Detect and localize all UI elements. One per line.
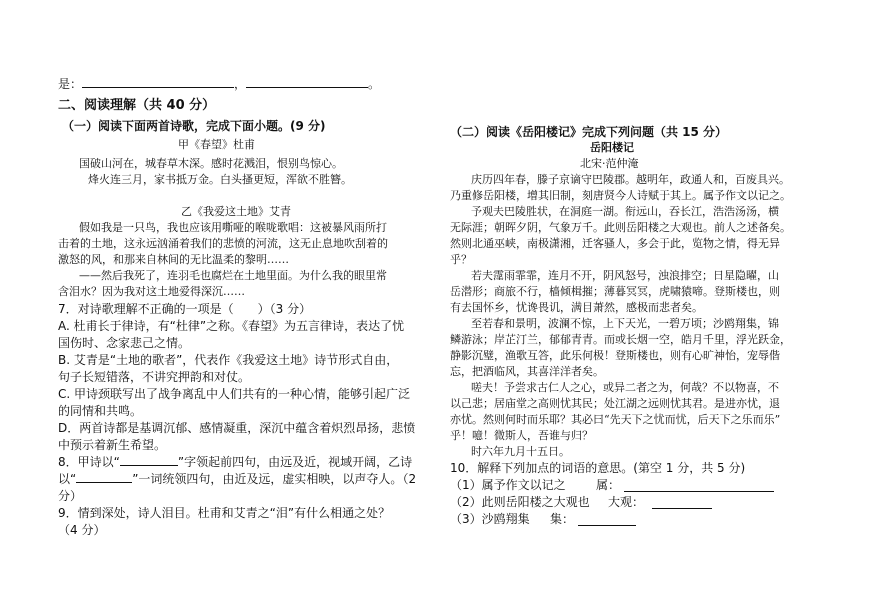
essay-line: 然则北通巫峡，南极潇湘，迁客骚人，多会于此，览物之情，得无异 bbox=[450, 237, 780, 250]
top-period: 。 bbox=[368, 77, 381, 91]
poem2-line: 假如我是一只鸟，我也应该用嘶哑的喉咙歌唱：这被暴风雨所打 bbox=[79, 221, 387, 234]
q10-answer-2[interactable] bbox=[652, 494, 712, 513]
poem1-title: 甲《春望》杜甫 bbox=[178, 138, 255, 151]
q8-line3: 分） bbox=[58, 489, 83, 503]
poem2-line: ——然后我死了，连羽毛也腐烂在土地里面。为什么我的眼里常 bbox=[79, 269, 387, 282]
essay-line: 庆历四年春，滕子京谪守巴陵郡。越明年，政通人和，百废具兴。 bbox=[471, 173, 790, 186]
essay-line: 乃重修岳阳楼，增其旧制，刻唐贤今人诗赋于其上。属予作文以记之。 bbox=[450, 189, 791, 202]
q8-line1 bbox=[58, 454, 412, 471]
q8-text-b: ”字领起前四句，由远及近，视域开阔，乙诗 bbox=[177, 455, 413, 469]
q10-label: 大观： bbox=[608, 495, 645, 509]
poem2-line: 激怒的风，和那来自林间的无比温柔的黎明…… bbox=[58, 253, 289, 266]
essay-line: 亦忧。然则何时而乐耶？其必曰“先天下之忧而忧，后天下之乐而乐” bbox=[450, 413, 781, 426]
q9-line: （4 分） bbox=[58, 523, 106, 537]
q8-text-c: 以“ bbox=[58, 472, 77, 486]
poem1-line: 国破山河在，城春草木深。感时花溅泪，恨别鸟惊心。 bbox=[79, 157, 343, 170]
top-comma: ， bbox=[234, 77, 247, 91]
essay-line: 予观夫巴陵胜状，在洞庭一湖。衔远山，吞长江，浩浩汤汤，横 bbox=[471, 205, 779, 218]
q10-item: （3）沙鸥翔集 bbox=[450, 512, 530, 526]
essay-line: 静影沉璧，渔歌互答，此乐何极！登斯楼也，则有心旷神怡，宠辱偕 bbox=[450, 349, 780, 362]
q10-item: （2）此则岳阳楼之大观也 bbox=[450, 495, 590, 509]
essay-line: 岳潜形；商旅不行，樯倾楫摧；薄暮冥冥，虎啸猿啼。登斯楼也，则 bbox=[450, 285, 780, 298]
top-prefix: 是： bbox=[58, 77, 83, 91]
q8-blank-1[interactable] bbox=[120, 454, 178, 466]
q10-answer-3[interactable] bbox=[578, 511, 636, 530]
essay-line: 乎？ bbox=[450, 253, 472, 266]
essay-line: 有去国怀乡，忧谗畏讥，满目萧然，感极而悲者矣。 bbox=[450, 301, 703, 314]
essay-line: 嗟夫！予尝求古仁人之心，或异二者之为，何哉？不以物喜，不 bbox=[471, 381, 779, 394]
q8-line2 bbox=[58, 471, 416, 488]
essay-line: 忘，把酒临风，其喜洋洋者矣。 bbox=[450, 365, 604, 378]
q7-option-b-cont: 句子长短错落，不讲究押韵和对仗。 bbox=[58, 370, 251, 384]
q7-option-a[interactable]: A. 杜甫长于律诗，有“杜律”之称。《春望》为五言律诗，表达了忧 bbox=[58, 319, 405, 333]
essay-title: 岳阳楼记 bbox=[590, 141, 634, 154]
q10-label: 属： bbox=[596, 478, 621, 492]
q7-stem: 7．对诗歌理解不正确的一项是（ ）（3 分） bbox=[58, 302, 312, 316]
essay-line: 鳞游泳；岸芷汀兰，郁郁青青。而或长烟一空，皓月千里，浮光跃金， bbox=[450, 333, 791, 346]
q9-line: 9．情到深处，诗人泪目。杜甫和艾青之“泪”有什么相通之处？ bbox=[58, 506, 391, 520]
essay-author: 北宋·范仲淹 bbox=[580, 157, 639, 170]
essay-line: 至若春和景明，波澜不惊，上下天光，一碧万顷；沙鸥翔集，锦 bbox=[471, 317, 779, 330]
q8-blank-2[interactable] bbox=[76, 471, 132, 483]
right-heading: （二）阅读《岳阳楼记》完成下列问题（共 15 分） bbox=[450, 125, 728, 139]
essay-line: 时六年九月十五日。 bbox=[471, 445, 570, 458]
q7-option-d[interactable]: D．两首诗都是基调沉郁、感情凝重，深沉中蕴含着炽烈昂扬，悲愤 bbox=[58, 421, 416, 435]
essay-line: 以己悲；居庙堂之高则忧其民；处江湖之远则忧其君。是进亦忧，退 bbox=[450, 397, 780, 410]
section-heading: 二、阅读理解（共 40 分） bbox=[58, 98, 216, 113]
q7-option-d-cont: 中预示着新生希望。 bbox=[58, 438, 167, 452]
essay-line: 无际涯；朝晖夕阴，气象万千。此则岳阳楼之大观也。前人之述备矣。 bbox=[450, 221, 791, 234]
poem2-line: 击着的土地，这永远汹涌着我们的悲愤的河流，这无止息地吹刮着的 bbox=[58, 237, 388, 250]
q10-label: 集： bbox=[550, 512, 575, 526]
answer-blank-1[interactable] bbox=[82, 76, 234, 88]
q7-option-b[interactable]: B. 艾青是“土地的歌者”，代表作《我爱这土地》诗节形式自由， bbox=[58, 353, 399, 367]
q10-stem: 10．解释下列加点的词语的意思。(第空 1 分，共 5 分) bbox=[450, 461, 746, 475]
poem1-line: 烽火连三月，家书抵万金。白头搔更短，浑欲不胜簪。 bbox=[88, 173, 352, 186]
q8-text-a: 8．甲诗以“ bbox=[58, 455, 120, 469]
poem2-title: 乙《我爱这土地》艾青 bbox=[181, 205, 291, 218]
q10-item: （1）属予作文以记之 bbox=[450, 478, 566, 492]
top-answer-line bbox=[58, 76, 380, 93]
essay-line: 若夫霪雨霏霏，连月不开，阴风怒号，浊浪排空；日星隐曜，山 bbox=[471, 269, 779, 282]
q7-option-a-cont: 国伤时、念家悲己之情。 bbox=[58, 336, 191, 350]
q8-text-d: ”一词统领四句，由近及远，虚实相映，以声夺人。（2 bbox=[132, 472, 417, 486]
poem2-line: 含泪水？因为我对这土地爱得深沉…… bbox=[58, 285, 245, 298]
q7-option-c[interactable]: C. 甲诗颈联写出了战争离乱中人们共有的一种心情，能够引起广泛 bbox=[58, 387, 411, 401]
answer-blank-2[interactable] bbox=[246, 76, 368, 88]
essay-line: 乎！噫！微斯人，吾谁与归？ bbox=[450, 429, 593, 442]
q7-option-c-cont: 的同情和共鸣。 bbox=[58, 404, 143, 418]
left-heading: （一）阅读下面两首诗歌，完成下面小题。(9 分) bbox=[62, 119, 326, 133]
